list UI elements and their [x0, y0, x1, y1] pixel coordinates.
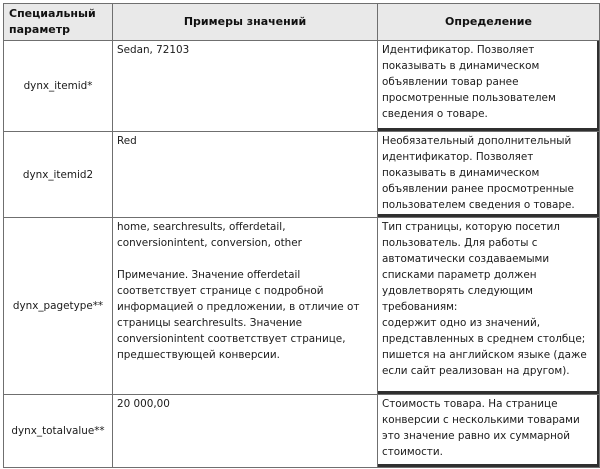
header-definition: Определение	[378, 4, 600, 41]
examples-note: Примечание. Значение offerdetail соответствует странице с подробной информацией о предложении, в отличие от страницы searchresults. Значение conversionintent соответствует странице, предшествующей конверсии.	[117, 269, 360, 361]
definition-cell: Необязательный дополнительный идентификатор. Позволяет показывать в динамическом объявлении ранее просмотренные пользователем сведения о товаре.	[378, 132, 600, 218]
definition-requirement: содержит одно из значений, представленных в среднем столбце;	[382, 317, 586, 345]
definition-text: Тип страницы, которую посетил пользователь. Для работы с автоматически создаваемыми списками параметр должен удовлетворять следующим требованиям:	[382, 221, 560, 313]
definition-requirement: пишется на английском языке (даже если сайт реализован на другом).	[382, 349, 587, 377]
definition-cell	[378, 218, 600, 395]
table-row	[4, 41, 600, 132]
header-examples: Примеры значений	[113, 4, 378, 41]
parameters-table	[3, 3, 600, 468]
table-row	[4, 395, 600, 468]
table-container	[3, 3, 599, 467]
definition-cell: Стоимость товара. На странице конверсии с несколькими товарами это значение равно их суммарной стоимости.	[378, 395, 600, 468]
definition-cell: Идентификатор. Позволяет показывать в динамическом объявлении товар ранее просмотренные пользователем сведения о товаре.	[378, 41, 600, 132]
examples-cell	[113, 218, 378, 395]
param-cell: dynx_pagetype**	[4, 218, 113, 395]
examples-cell: Red	[113, 132, 378, 218]
table-row	[4, 132, 600, 218]
param-cell: dynx_totalvalue**	[4, 395, 113, 468]
param-cell: dynx_itemid2	[4, 132, 113, 218]
examples-values: home, searchresults, offerdetail, conversionintent, conversion, other	[117, 221, 302, 249]
param-cell: dynx_itemid*	[4, 41, 113, 132]
table-row	[4, 218, 600, 395]
examples-cell: 20 000,00	[113, 395, 378, 468]
examples-cell: Sedan, 72103	[113, 41, 378, 132]
table-header-row	[4, 4, 600, 41]
header-param: Специальный параметр	[4, 4, 113, 41]
